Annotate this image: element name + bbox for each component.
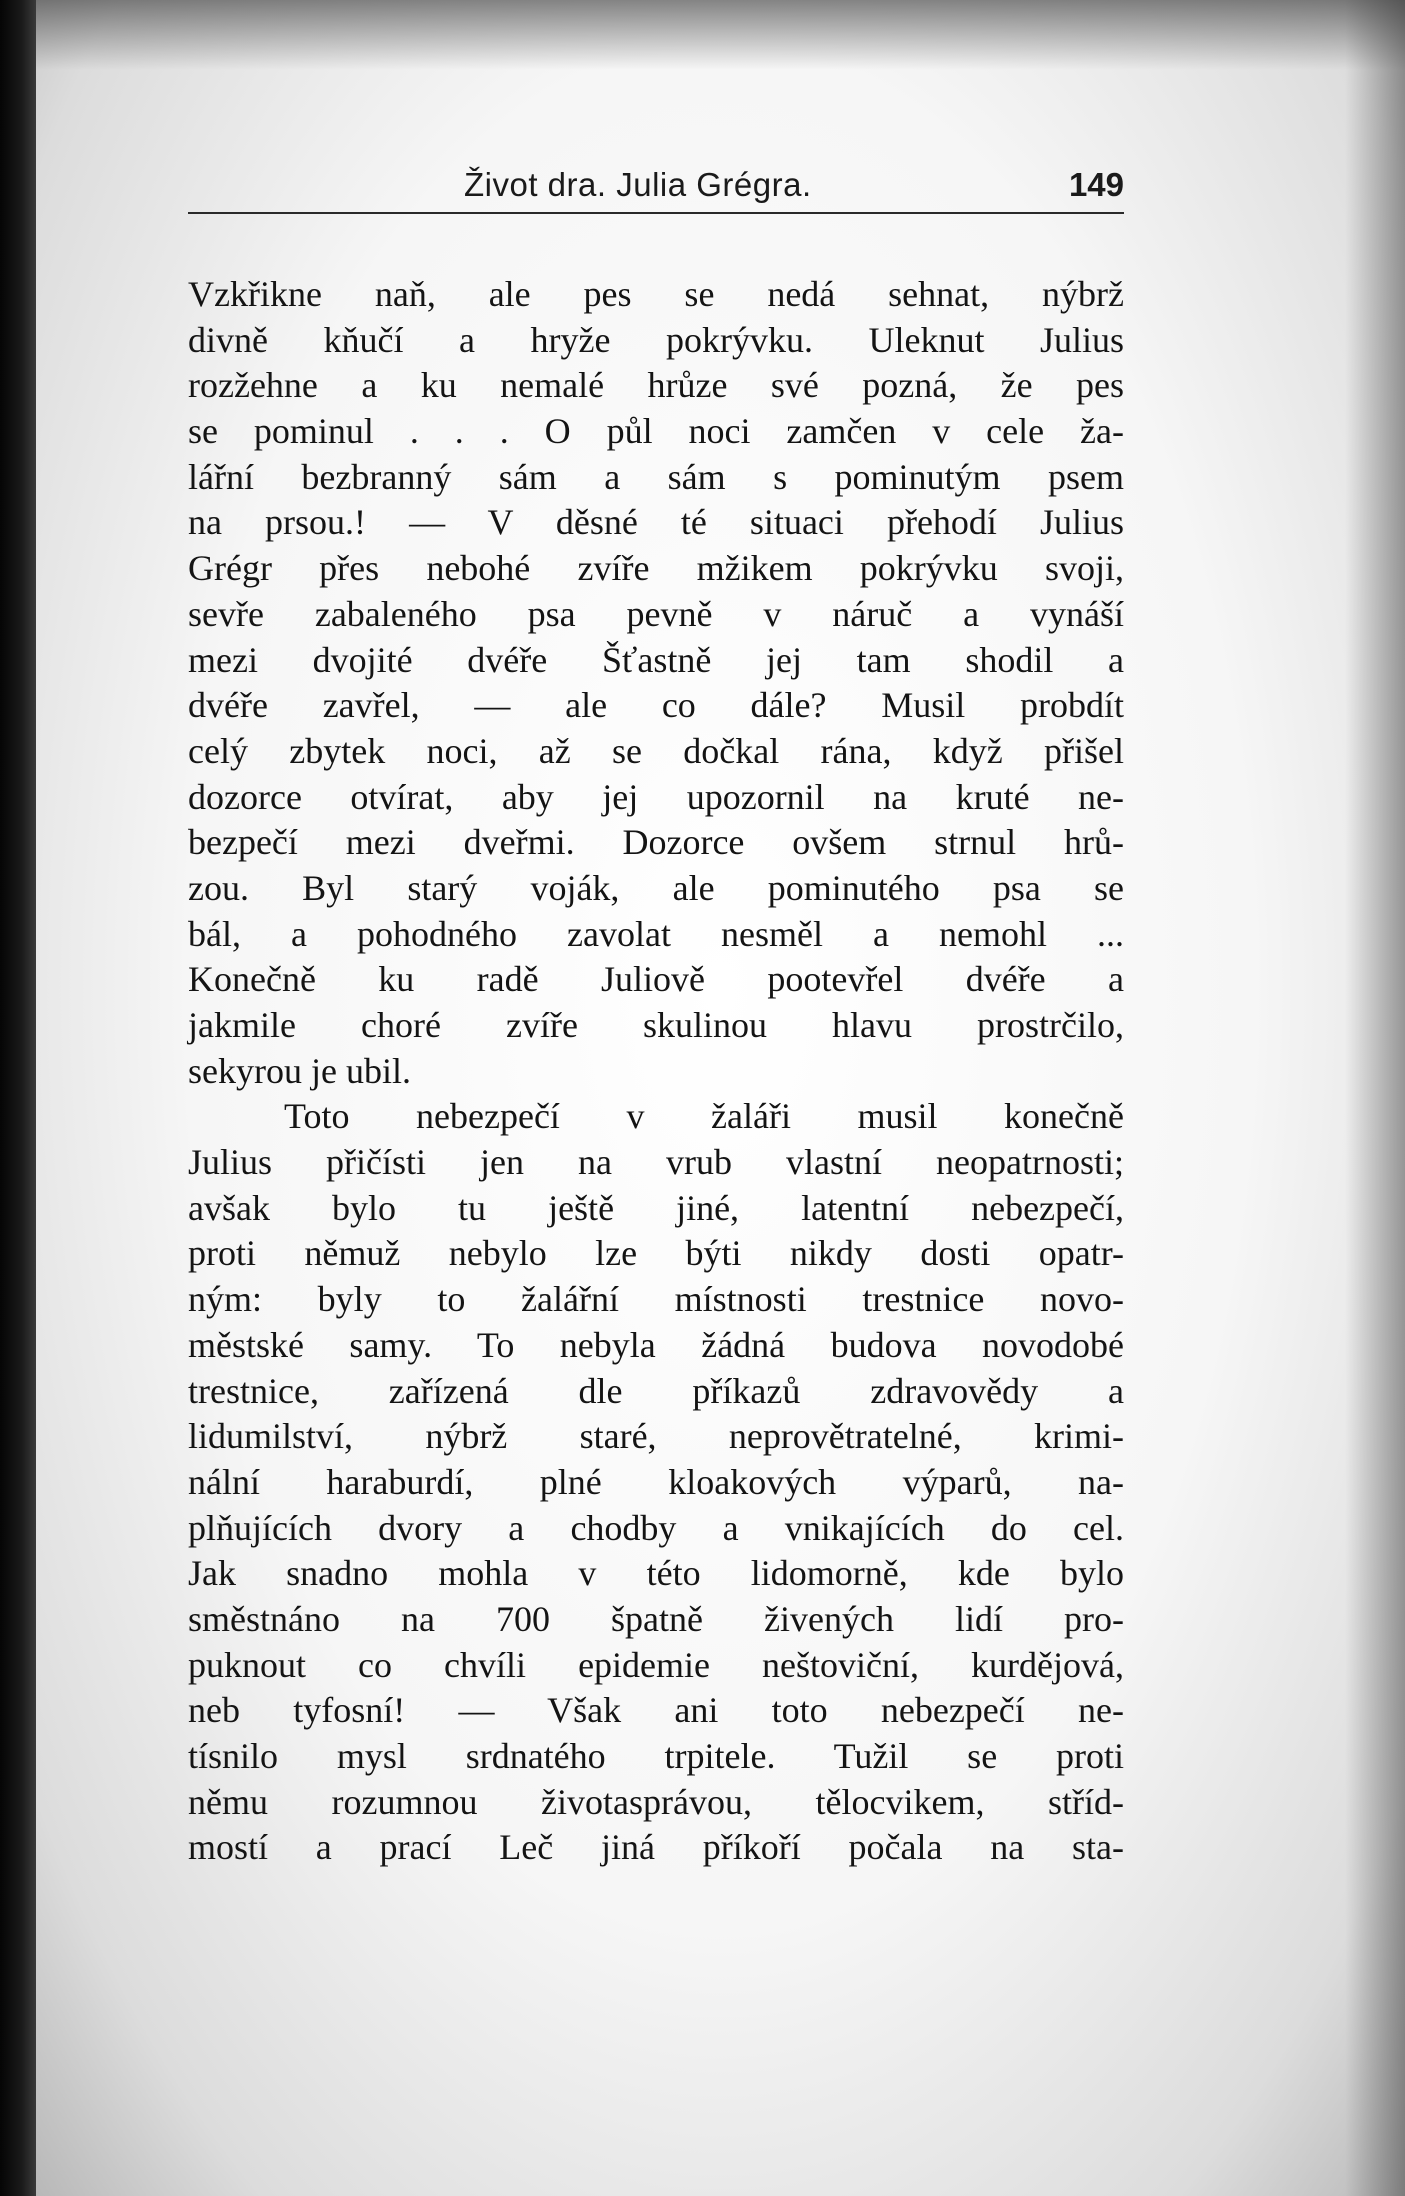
text-line: se pominul . . . O půl noci zamčen v cele ža-: [188, 411, 1124, 452]
text-line: divně kňučí a hryže pokrývku. Uleknut Julius: [188, 319, 1124, 360]
text-line: dvéře zavřel, — ale co dále? Musil probdít: [188, 685, 1124, 726]
text-line: proti němuž nebylo lze býti nikdy dosti opatr-: [188, 1233, 1124, 1274]
text-line: sevře zabaleného psa pevně v náruč a vynáší: [188, 593, 1124, 634]
text-line: jakmile choré zvíře skulinou hlavu prostrčilo,: [188, 1005, 1124, 1045]
text-line: mostí a prací Leč jiná příkoří počala na sta-: [188, 1827, 1124, 1868]
text-line: Toto nebezpečí v žaláři musil konečně: [284, 1096, 1124, 1137]
page-header: [188, 162, 1124, 212]
text-line: bezpečí mezi dveřmi. Dozorce ovšem strnul hrů-: [188, 822, 1124, 863]
page-number: 149: [1068, 166, 1124, 203]
text-line: lidumilství, nýbrž staré, neprovětratelné, krimi-: [188, 1416, 1124, 1457]
text-line: němu rozumnou životasprávou, tělocvikem, stříd-: [188, 1781, 1124, 1822]
text-line: dozorce otvírat, aby jej upozornil na kruté ne-: [188, 776, 1124, 817]
text-line: avšak bylo tu ještě jiné, latentní nebezpečí,: [188, 1187, 1124, 1228]
text-line: lářní bezbranný sám a sám s pominutým psem: [188, 456, 1124, 497]
text-line: ným: byly to žalářní místnosti trestnice novo-: [188, 1279, 1124, 1320]
text-line: plňujících dvory a chodby a vnikajících do cel.: [188, 1507, 1124, 1548]
text-line: Julius přičísti jen na vrub vlastní neopatrnosti;: [188, 1142, 1124, 1183]
text-line: nální haraburdí, plné kloakových výparů, na-: [188, 1461, 1124, 1502]
text-line: tísnilo mysl srdnatého trpitele. Tužil se proti: [188, 1736, 1124, 1776]
body-text: [188, 272, 1124, 1871]
text-line: Jak snadno mohla v této lidomorně, kde bylo: [188, 1553, 1124, 1594]
text-line: Konečně ku radě Juliově pootevřel dvéře a: [188, 959, 1124, 1000]
running-head: Život dra. Julia Grégra.: [464, 166, 812, 203]
scan-left-edge: [0, 0, 36, 2196]
text-line: sekyrou je ubil.: [188, 1050, 411, 1091]
text-line: neb tyfosní! — Však ani toto nebezpečí ne-: [188, 1690, 1124, 1731]
page-shadow-top: [36, 0, 1405, 70]
text-line: puknout co chvíli epidemie neštoviční, kurdějová,: [188, 1644, 1124, 1685]
text-line: Grégr přes nebohé zvíře mžikem pokrývku svoji,: [188, 548, 1124, 589]
text-line: rozžehne a ku nemalé hrůze své pozná, že pes: [188, 365, 1124, 406]
text-line: na prsou.! — V děsné té situaci přehodí Julius: [188, 502, 1124, 543]
page-shadow-right: [1345, 0, 1405, 2196]
text-line: mezi dvojité dvéře Šťastně jej tam shodil a: [188, 639, 1124, 680]
text-line: trestnice, zařízená dle příkazů zdravovědy a: [188, 1370, 1124, 1411]
text-line: městské samy. To nebyla žádná budova novodobé: [188, 1324, 1124, 1365]
text-line: celý zbytek noci, až se dočkal rána, když přišel: [188, 730, 1124, 771]
text-line: Vzkřikne naň, ale pes se nedá sehnat, nýbrž: [188, 274, 1124, 314]
text-line: bál, a pohodného zavolat nesměl a nemohl ...: [188, 913, 1124, 954]
text-line: zou. Byl starý voják, ale pominutého psa se: [188, 867, 1124, 908]
header-rule: [188, 212, 1124, 214]
text-line: směstnáno na 700 špatně živených lidí pro-: [188, 1598, 1124, 1639]
